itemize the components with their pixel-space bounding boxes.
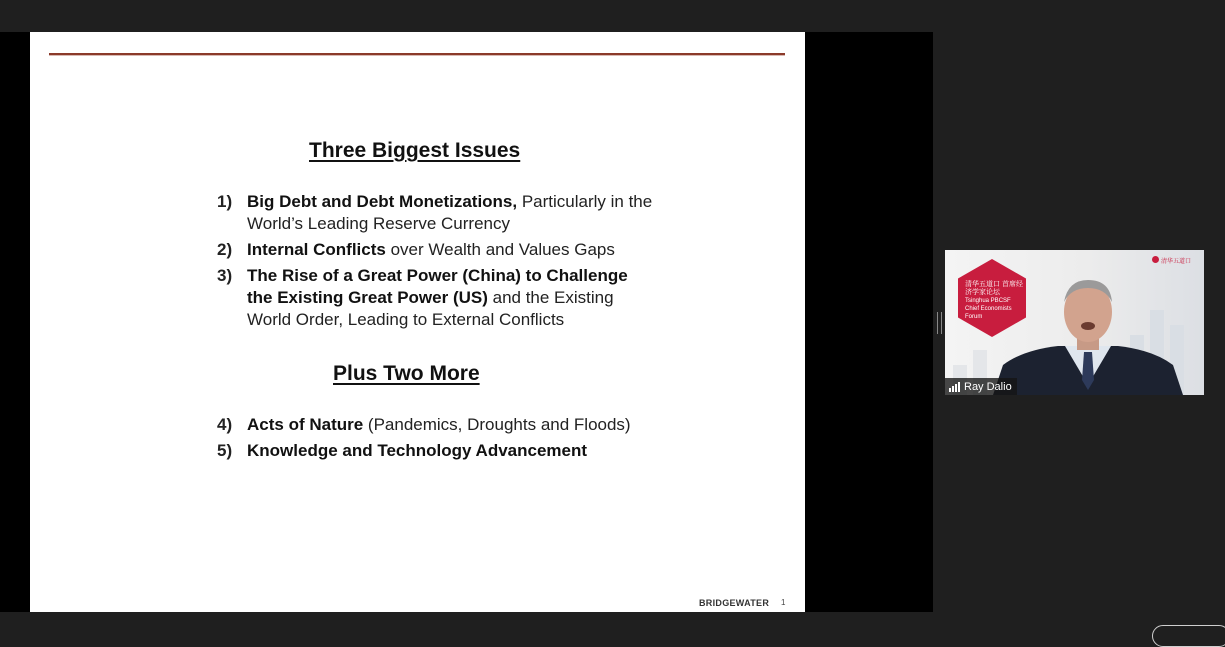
forum-logo-text: 清华五道口 [1161,259,1192,265]
issue-item-3 [217,265,647,331]
bridgewater-logo: BRIDGEWATER [699,598,770,608]
issue-item-5 [217,440,677,462]
issue-number: 5) [217,441,233,460]
issue-number: 1) [217,192,233,211]
issue-detail: Particularly in the World’s Leading Reserve Currency [247,192,653,233]
issue-item-4 [217,414,677,436]
forum-name-en: Tsinghua PBCSF Chief Economists Forum [965,298,1012,320]
panel-resize-handle[interactable] [937,312,942,334]
issue-title: Big Debt and Debt Monetizations, [247,192,518,211]
participant-name: Ray Dalio [964,380,1012,393]
issue-number: 3) [217,266,233,285]
corner-control-pill[interactable] [1152,625,1225,647]
forum-name-cn: 清华五道口 首席经济学家论坛 [965,281,1023,296]
issue-title: Knowledge and Technology Advancement [247,441,588,460]
forum-logo-icon [1152,256,1159,263]
issue-title: Internal Conflicts [247,240,386,259]
signal-strength-icon [949,382,960,392]
issue-detail: over Wealth and Values Gaps [385,240,615,259]
issue-title: The Rise of a Great Power (China) to Challenge the Existing Great Power (US) [247,266,628,307]
presentation-slide [30,32,805,612]
issue-title: Acts of Nature [247,415,364,434]
heading-plus-two-more: Plus Two More [333,362,480,385]
issue-number: 2) [217,240,233,259]
issue-number: 4) [217,415,233,434]
heading-three-biggest-issues: Three Biggest Issues [309,139,521,162]
participant-name-label [945,378,1017,395]
participant-video-tile[interactable] [945,250,1204,395]
issue-detail: and the Existing World Order, Leading to External Conflicts [247,288,614,329]
issue-item-1 [217,191,677,235]
issue-item-2 [217,239,677,261]
slide-page-number: 1 [781,598,786,607]
issue-detail: (Pandemics, Droughts and Floods) [363,415,631,434]
slide-header-rule-shadow [49,55,785,56]
speaker-silhouette [993,280,1183,395]
